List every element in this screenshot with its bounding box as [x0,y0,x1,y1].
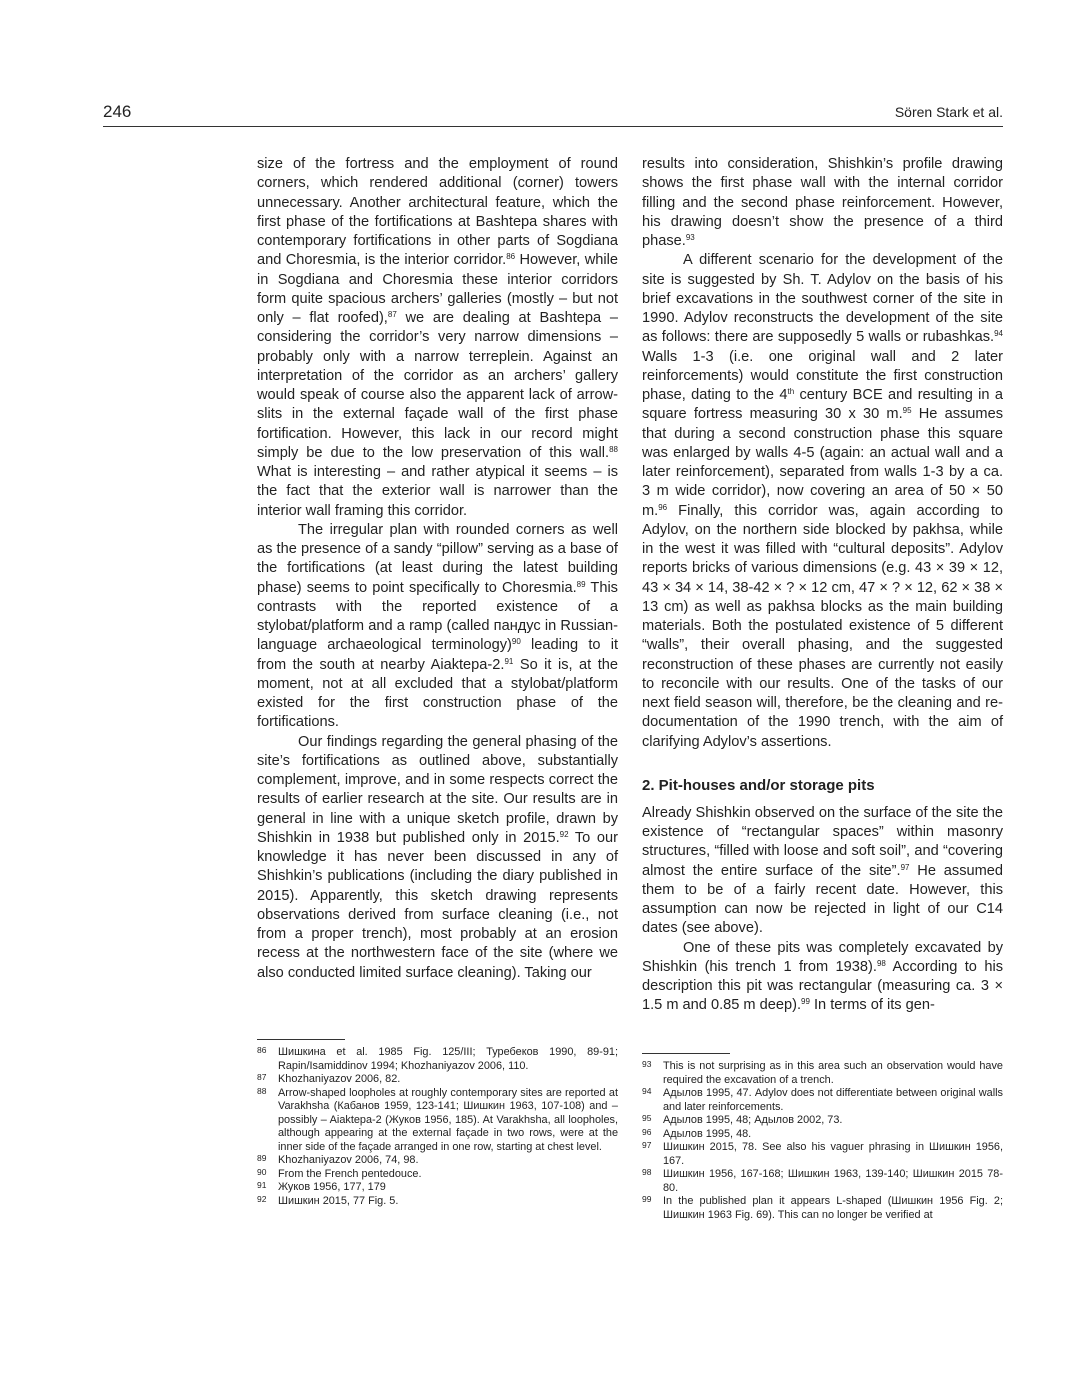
text-run: In terms of its gen- [809,997,935,1014]
text-run: He assumes that during a second construction phase this square was enlarged by walls 4-5 (again: an actual wall and a later reinforcement), separated from walls 1-3 by a ca. 3 m wide corridor), now covering an area of 50 × 50 m. [642,406,1003,519]
paragraph [642,939,1003,1016]
running-head: Sören Stark et al. [894,104,1003,120]
text-run: leading to it from the south at nearby Aiaktepa-2. [257,637,618,673]
text-run: To our knowledge it has never been discussed in any of Shishkin’s publications (including the diary published in 2015). Apparently, this sketch drawing represents observations derived from surface cleaning (i.e., not from a proper trench), most probably at an erosion recess at the northwestern face of the site (where we also conducted limited surface cleaning). Taking our [257,829,618,981]
footnote-rule-left [257,1039,345,1040]
footnote [642,1087,1003,1114]
footnote-number: 99 [642,1194,652,1204]
footnote-number: 88 [257,1085,267,1096]
footnote-ref: 87 [387,310,397,319]
footnote-number: 92 [257,1193,267,1204]
text-run: However, while in Sogdiana and Choresmia these interior corridors form quite spacious archers’ galleries (mostly – but not only – flat roofed), [257,252,619,326]
text-run: we are dealing at Bashtepa – considering the corridor’s very narrow dimensions – probably only with a narrow terreplein. Against an interpretation of the corridor as an archers’ gallery would speak of course also the apparent lack of arrow-slits in the external façade wall of the first phase fortification. However, this lack in our record might simply be due to the low preservation of this wall. [257,310,618,461]
footnote-ref: 91 [504,656,514,666]
footnote-number: 98 [642,1167,652,1177]
footnote-ref: 94 [994,329,1003,339]
text-run: The irregular plan with rounded corners as well as the presence of a sandy “pillow” serving as a base of the fortifications (at least during the latest building phase) seems to point specifically to Choresmia. [257,521,618,596]
footnote-ref: th [787,387,795,396]
footnote [257,1168,618,1182]
footnote-number: 91 [257,1180,267,1190]
left-column [257,155,618,983]
footnote-text: Адылов 1995, 48. [663,1127,752,1140]
footnote-text: This is not surprising as in this area such an observation would have required the excavation of a trench. [663,1060,1003,1086]
footnotes-right [642,1060,1003,1222]
footnote-ref: 99 [801,997,810,1007]
paragraph [257,155,618,521]
footnote-ref: 98 [876,958,886,968]
text-run: So it is, at the moment, not at all excluded that a stylobat/platform existed for the first construction phase of the fortifications. [257,656,618,731]
footnote [642,1114,1003,1128]
footnote-number: 87 [257,1072,267,1082]
footnote-text: Khozhaniyazov 2006, 82. [278,1073,401,1085]
footnote [642,1060,1003,1087]
page-header [103,102,1003,124]
paragraph [257,733,618,983]
footnote-rule-right [642,1053,730,1054]
footnote-text: Шишкин 2015, 78. See also his vaguer phrasing in Шишкин 1956, 167. [663,1141,1003,1167]
paragraph [642,155,1003,251]
footnote-ref: 86 [506,252,516,262]
text-run: Walls 1-3 (i.e. one original wall and 2 later reinforcements) would constitute the first construction phase, dating to the 4 [642,348,1003,403]
text-run: Finally, this corridor was, again according to Adylov, on the northern side blocked by pakhsa, while in the west it was filled with “cultural deposits”. Adylov reports bricks of various dimensions (e.g. 43 × 39 × 12, 43 × 34 × 14, 38-42 × ? × 12 cm, 47 × ? × 12, 62 × 38 × 13 cm) as well as pakhsa blocks as the main building materials. Both the postulated existence of 5 different “walls”, their overall phasing, and the suggested reconstruction of these phases are currently not easily to reconcile with our results. One of the tasks of our next field season will, therefore, be the cleaning and re-documentation of the 1990 trench, with the aim of clarifying Adylov’s assertions. [642,502,1003,750]
footnote-text: Шишкин 2015, 77 Fig. 5. [278,1194,399,1207]
text-run: Our findings regarding the general phasing of the site’s fortifications as outlined above, substantially complement, improve, and in some respects correct the results of earlier research at the site. Our results are in general in line with a unique sketch profile, drawn by Shishkin in 1938 but published only in 2015. [257,733,618,846]
header-rule [103,126,1003,127]
left-body [257,155,618,983]
footnote-number: 96 [642,1126,652,1137]
footnote-ref: 97 [900,862,910,872]
footnote-number: 95 [642,1113,652,1123]
text-run: What is interesting – and rather atypical it seems – is the fact that the exterior wall is narrower than the interior wall framing this corridor. [257,464,618,519]
paragraph [642,804,1003,939]
footnote-number: 86 [257,1045,267,1055]
footnote [642,1168,1003,1195]
text-run: size of the fortress and the employment of round corners, which rendered additional (corner) towers unnecessary. Another architectural feature, which the first phase of the fortifications at Bashtepa shares with contemporary fortifications in other parts of Sogdiana and Choresmia, is the interior corridor. [257,156,618,269]
footnote-number: 90 [257,1166,267,1177]
footnote [257,1154,618,1168]
page-number: 246 [103,102,132,121]
footnote-text: Шишкина et al. 1985 Fig. 125/III; Туребеков 1990, 89-91; Rapin/Isamiddinov 1994; Khozhaniyazov 2006, 110. [278,1046,618,1072]
footnote-ref: 92 [559,829,569,839]
footnote [257,1073,618,1087]
footnote-number: 94 [642,1086,652,1096]
footnote-ref: 96 [658,502,668,512]
footnote-text: From the French pentedouce. [278,1167,422,1180]
text-run: According to his description this pit was rectangular (measuring ca. 3 × 1.5 m and 0.85 m deep). [642,958,1003,1014]
footnote [642,1141,1003,1168]
footnote [257,1087,618,1155]
footnote [642,1128,1003,1142]
footnote-text: Khozhaniyazov 2006, 74, 98. [278,1154,419,1166]
text-run: He assumed them to be of a fairly recent date. However, this assumption can now be rejected in light of our C14 dates (see above). [642,862,1003,937]
text-run: One of these pits was completely excavated by Shishkin (his trench 1 from 1938). [642,939,1003,975]
footnote-ref: 89 [576,579,586,589]
footnote-ref: 88 [609,444,618,454]
footnote-text: Шишкин 1956, 167-168; Шишкин 1963, 139-140; Шишкин 2015 78-80. [663,1168,1003,1194]
text-run: century BCE and resulting in a square fortress measuring 30 x 30 m. [642,387,1003,423]
footnote-number: 89 [257,1153,267,1163]
footnote-ref: 93 [685,233,695,242]
right-body-bottom [642,804,1003,1016]
text-run: A different scenario for the development of the site is suggested by Sh. T. Adylov on the basis of his brief excavations in the southwest corner of the site in 1990. Adylov reconstructs the development of the site as follows: there are supposedly 5 walls or rubashkas. [642,252,1003,346]
footnote-text: Адылов 1995, 47. Adylov does not differentiate between original walls and later reinforcements. [663,1087,1003,1113]
footnote-ref: 95 [902,406,912,416]
footnote-number: 93 [642,1059,652,1069]
footnote [257,1195,618,1209]
text-run: This contrasts with the reported existence of a stylobat/platform and a ramp (called пандус in Russian-language archaeological terminology) [257,579,618,654]
footnote-text: Жуков 1956, 177, 179 [278,1181,386,1193]
paragraph [257,521,618,733]
footnote-text: Arrow-shaped loopholes at roughly contemporary sites are reported at Varakhsha (Кабанов 1959, 123-141; Шишкин 1963, 107-108) and – possibly – Aiaktepa-2 (Жуков 1956, 185). At Varakhsha, all loopholes, although appearing at the external façade in two rows, were at the inner side of the façade arranged in one row, starting at chest level. [278,1086,618,1153]
section-heading: 2. Pit-houses and/or storage pits [642,776,875,794]
right-body-top [642,155,1003,752]
footnote-text: Адылов 1995, 48; Адылов 2002, 73. [663,1114,843,1126]
paragraph [642,251,1003,752]
footnote-number: 97 [642,1140,652,1150]
text-run: results into consideration, Shishkin’s profile drawing shows the first phase wall with the internal corridor filling and the second phase reinforcement. However, his drawing doesn’t show the presence of a third phase. [642,156,1003,249]
footnote-text: In the published plan it appears L-shaped (Шишкин 1956 Fig. 2; Шишкин 1963 Fig. 69). This can no longer be verified at [663,1195,1003,1221]
footnote [257,1181,618,1195]
footnotes-left [257,1046,618,1208]
footnote [257,1046,618,1073]
footnote [642,1195,1003,1222]
footnote-ref: 90 [511,637,521,647]
right-column [642,155,1003,1016]
text-run: Already Shishkin observed on the surface of the site the existence of “rectangular spaces” within masonry structures, “filled with loose and soft soil”, and “covering almost the entire surface of the site”. [642,804,1004,879]
